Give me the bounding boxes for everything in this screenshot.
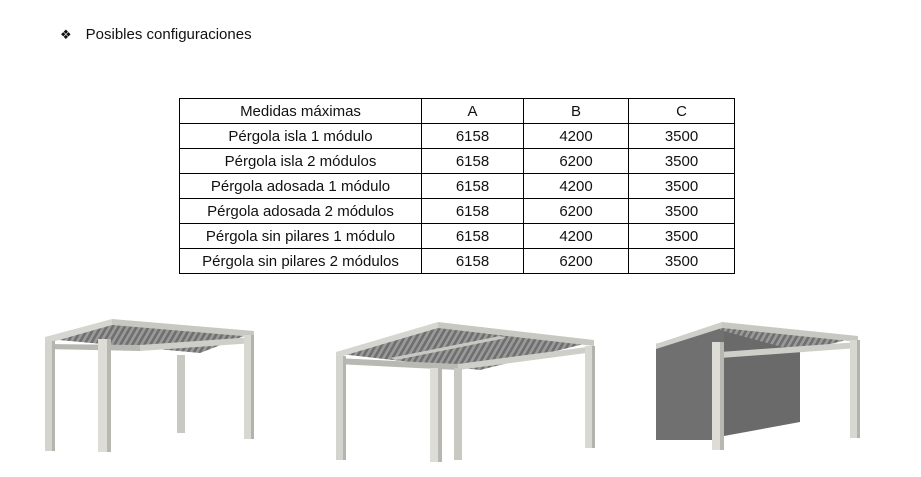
table-cell: 4200 xyxy=(524,124,629,149)
header-cell: A xyxy=(422,99,524,124)
table-cell: Pérgola adosada 1 módulo xyxy=(180,174,422,199)
table-cell: 6200 xyxy=(524,149,629,174)
table-cell: 3500 xyxy=(629,149,735,174)
diamond-bullet-icon: ❖ xyxy=(60,26,72,42)
table-cell: 6158 xyxy=(422,224,524,249)
table-row xyxy=(180,249,735,274)
table-row xyxy=(180,174,735,199)
pergola-single-module-icon xyxy=(40,315,270,455)
table-cell: 3500 xyxy=(629,174,735,199)
table-cell: 3500 xyxy=(629,224,735,249)
table-row xyxy=(180,124,735,149)
table-cell: Pérgola isla 2 módulos xyxy=(180,149,422,174)
table-cell: 6158 xyxy=(422,174,524,199)
table-cell: 4200 xyxy=(524,174,629,199)
table-cell: 3500 xyxy=(629,124,735,149)
table-cell: Pérgola sin pilares 1 módulo xyxy=(180,224,422,249)
table-cell: 6158 xyxy=(422,124,524,149)
table-cell: 6158 xyxy=(422,149,524,174)
section-title: Posibles configuraciones xyxy=(85,26,252,43)
table-cell: 4200 xyxy=(524,224,629,249)
header-cell: Medidas máximas xyxy=(180,99,422,124)
pergola-wall-mounted-icon xyxy=(650,318,865,453)
table-cell: 6200 xyxy=(524,199,629,224)
table-cell: 6158 xyxy=(422,199,524,224)
table-cell: Pérgola adosada 2 módulos xyxy=(180,199,422,224)
table-cell: 3500 xyxy=(629,199,735,224)
table-row xyxy=(180,149,735,174)
dimensions-table xyxy=(179,98,735,274)
table-header-row xyxy=(180,99,735,124)
section-heading xyxy=(60,26,252,43)
table-cell: 3500 xyxy=(629,249,735,274)
table-cell: 6158 xyxy=(422,249,524,274)
pergola-double-module-icon xyxy=(330,318,600,466)
table-cell: Pérgola sin pilares 2 módulos xyxy=(180,249,422,274)
header-cell: B xyxy=(524,99,629,124)
table-cell: Pérgola isla 1 módulo xyxy=(180,124,422,149)
table-row xyxy=(180,224,735,249)
table-cell: 6200 xyxy=(524,249,629,274)
header-cell: C xyxy=(629,99,735,124)
table-row xyxy=(180,199,735,224)
